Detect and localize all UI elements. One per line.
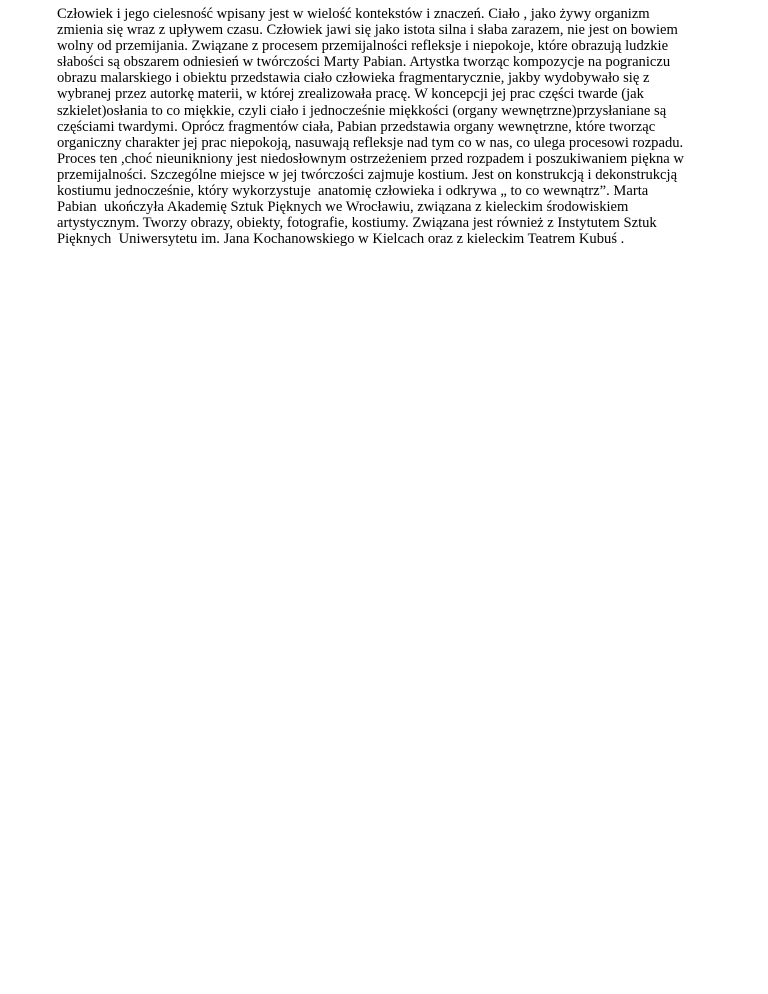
paragraph-line: obrazu malarskiego i obiektu przedstawia ciało człowieka fragmentarycznie, jakby wydobywało się z [57, 70, 650, 87]
paragraph-line: wybranej przez autorkę materii, w której zrealizowała pracę. W koncepcji jej prac części twarde (jak [57, 86, 644, 103]
paragraph-line: artystycznym. Tworzy obrazy, obiekty, fotografie, kostiumy. Związana jest również z Instytutem Sztuk [57, 215, 657, 232]
paragraph-line: Proces ten ,choć nieunikniony jest niedosłownym ostrzeżeniem przed rozpadem i poszukiwaniem piękna w [57, 150, 684, 167]
body-paragraph [57, 6, 717, 247]
paragraph-line: Pięknych Uniwersytetu im. Jana Kochanowskiego w Kielcach oraz z kieleckim Teatrem Kubuś . [57, 231, 625, 248]
paragraph-line: zmienia się wraz z upływem czasu. Człowiek jawi się jako istota silna i słaba zarazem, nie jest on bowiem [57, 22, 678, 39]
paragraph-line: Człowiek i jego cielesność wpisany jest w wielość kontekstów i znaczeń. Ciało , jako żywy organizm [57, 6, 650, 22]
paragraph-line: organiczny charakter jej prac niepokoją, nasuwają refleksje nad tym co w nas, co ulega procesowi rozpadu. [57, 134, 684, 151]
paragraph-line: wolny od przemijania. Związane z procesem przemijalności refleksje i niepokoje, które obrazują ludzkie [57, 38, 669, 55]
paragraph-line: Pabian ukończyła Akademię Sztuk Pięknych we Wrocławiu, związana z kieleckim środowiskiem [57, 199, 629, 216]
paragraph-line: kostiumu jednocześnie, który wykorzystuje anatomię człowieka i odkrywa „ to co wewnątrz”. Marta [57, 183, 649, 200]
paragraph-line: szkielet)osłania to co miękkie, czyli ciało i jednocześnie miękkości (organy wewnętrzne)przysłaniane są [57, 102, 667, 119]
paragraph-line: przemijalności. Szczególne miejsce w jej twórczości zajmuje kostium. Jest on konstrukcją i dekonstrukcją [57, 166, 678, 183]
paragraph-line: słabości są obszarem odniesień w twórczości Marty Pabian. Artystka tworząc kompozycje na pograniczu [57, 54, 671, 71]
paragraph-line: częściami twardymi. Oprócz fragmentów ciała, Pabian przedstawia organy wewnętrzne, które tworząc [57, 118, 656, 135]
